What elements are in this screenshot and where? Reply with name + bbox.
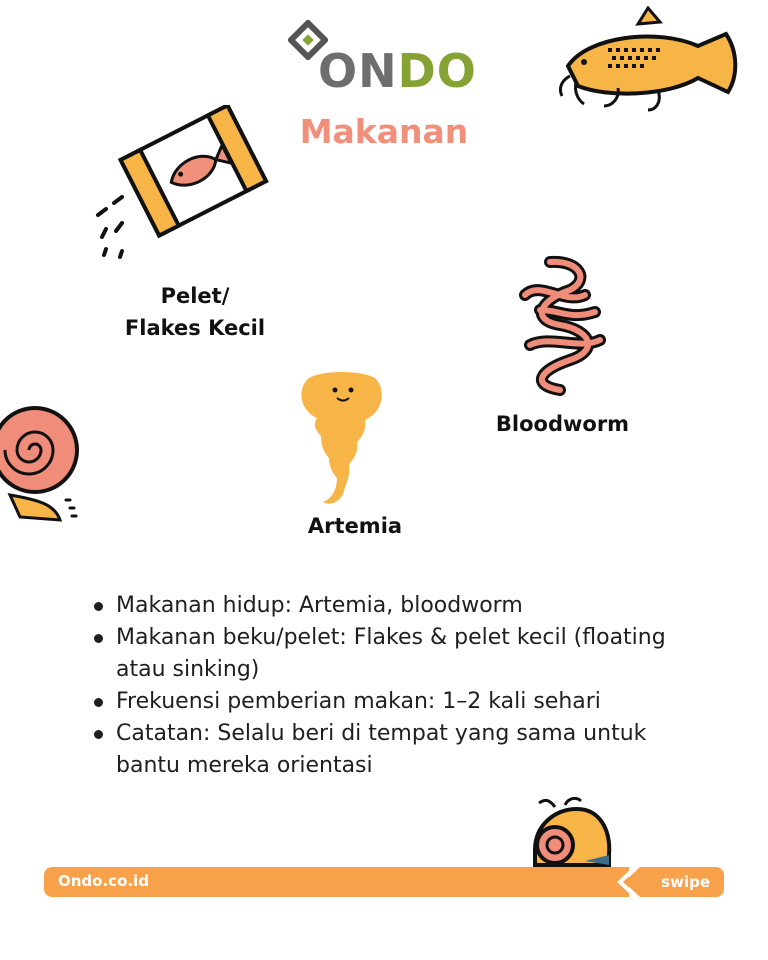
list-item: Catatan: Selalu beri di tempat yang sama untuk bantu mereka orientasi: [92, 718, 702, 782]
bloodworm-label: Bloodworm: [495, 412, 630, 436]
artemia-illustration: [295, 368, 390, 508]
feeding-notes-list: [92, 590, 702, 782]
artemia-label: Artemia: [307, 514, 403, 538]
catfish-illustration: [548, 6, 748, 118]
brand-name-left: ON: [318, 44, 398, 98]
bloodworm-illustration: [510, 250, 615, 400]
small-snail-illustration: [525, 795, 615, 870]
brand-wordmark: [318, 44, 477, 98]
list-item: Frekuensi pemberian makan: 1–2 kali sehari: [92, 686, 702, 718]
pelet-label-line2: Flakes Kecil: [124, 316, 266, 340]
footer-site-link[interactable]: Ondo.co.id: [58, 872, 149, 890]
brand-name-right: DO: [397, 44, 477, 98]
page-title: Makanan: [299, 112, 469, 151]
swipe-label: swipe: [661, 873, 710, 891]
brand-logo: [288, 20, 488, 100]
list-item: Makanan beku/pelet: Flakes & pelet kecil (floating atau sinking): [92, 622, 702, 686]
snail-illustration: [0, 405, 90, 525]
food-packet-illustration: [90, 105, 275, 270]
pelet-flakes-label: [100, 280, 290, 344]
list-item: Makanan hidup: Artemia, bloodworm: [92, 590, 702, 622]
swipe-button[interactable]: [640, 867, 724, 897]
pelet-label-line1: Pelet/: [160, 284, 230, 308]
